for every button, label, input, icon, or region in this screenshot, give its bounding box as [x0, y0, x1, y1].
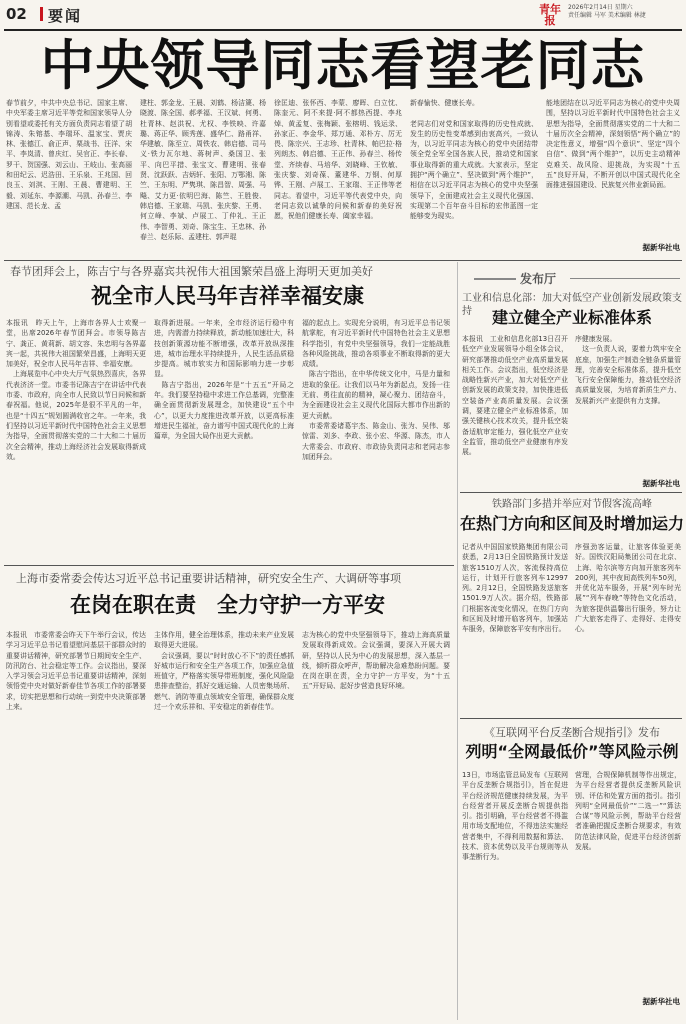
- article-e-column-2: 营理，合规保障机制等作出规定，为平台经营者提供反垄断风险识别、评估和处置方面的指引。指引列明“全网最低价”“二选一”“算法合谋”等风险示例，帮助平台经营者准确把握反垄断合规要求，有效防范法律风险，促进平台经济创新发展。: [575, 771, 681, 852]
- lead-column-2: 建柱、郭金龙、王晨、刘鹤、杨洁篪、杨晓渡、陈全国、郝孝福、王汉斌、何勇、杜青林、赵洪祝、尤权、李铁映、许嘉璐、蒋正华、顾秀莲、盛华仁、路甬祥、华建敏、陈至立、周铁农、韩启德、司马义·铁力瓦尔地、蒋树声、桑国卫、张平、向巴平措、张宝文、曹建明、张春贤、沈跃跃、吉炳轩、张阳、万鄂湘、陈竺、王东明、严隽琪、陈昌智、周强、马飚、艾力更·依明巴海、陈竺、王胜俊、韩启德、王家瑞、马凯、张庆黎、王勇、何立峰、李斌、卢展工、丁仲礼、王正伟、李智勇、刘奇、陈宝生、王忠林、孙春兰、赵乐际、孟建柱、郭声琨: [140, 99, 266, 241]
- fabu-rule-left: [474, 278, 516, 280]
- lead-source: 据新华社电: [642, 243, 680, 252]
- article-a-column-2: 取得新进展。一年来，全市经济运行稳中有进，内需潜力持续释放，新动能加速壮大，科技创新策源功能不断增强，改革开放纵深推进，城市治理水平持续提升，人民生活品质稳步提高。城市软实力和国际影响力进一步彰显。 陈吉宁指出，2026年是“十五五”开局之年。我们要坚持稳中求进工作总基调，完整准确全面贯彻新发展理念，加快建设“五个中心”，以更大力度推进改革开放，以更高标准增进民生福祉，奋力谱写中国式现代化的上海篇章，为全国大局作出更大贡献。: [154, 319, 294, 441]
- article-b-column-2: 主体作用，健全治理体系，推动未来产业发展取得更大进展。 会议强调，要以“时时放心不下”的责任感抓好城市运行和安全生产各项工作，加强应急值班值守，严格落实领导带班制度，强化风险隐患排查整治，抓好交通运输、人员密集场所、燃气、消防等重点领域安全管理，确保群众度过一个欢乐祥和、平安稳定的新春佳节。: [154, 631, 294, 712]
- lead-column-3: 徐匡迪、张怀西、李蒙、廖晖、白立忱、陈奎元、阿不来提·阿不都热西提、李兆焯、黄孟复、张梅颖、张榕明、钱运录、孙家正、李金华、郑万通、邓朴方、厉无畏、陈宗兴、王志珍、杜青林、帕巴拉·格列朗杰、韩启德、王正伟、孙春兰、杨传堂、齐续春、马培华、刘晓峰、王钦敏、张庆黎、刘奇葆、董建华、万钢、何厚铧、王刚、卢展工、王家瑞、王正伟等老同志。看望中，习近平等代表党中央，向老同志致以诚挚的问候和新春的美好祝愿，祝他们健康长寿、阖家幸福。: [274, 99, 402, 221]
- article-a-column-1: 本报讯 昨天上午，上海市各界人士欢聚一堂，出席2026年春节团拜会。市领导陈吉宁、龚正、黄莉新、胡文容、朱忠明与各界嘉宾一起，共祝伟大祖国繁荣昌盛，上海明天更加美好，祝全市人民马年吉祥、幸福安康。 上海展览中心中央大厅气氛热烈喜庆，各界代表济济一堂。市委书记陈吉宁在讲话中代表市委、市政府，向全市人民致以节日问候和新春祝福。他说，2025年是很不平凡的一年，也是“十四五”规划圆满收官之年。一年来，我们坚持以习近平新时代中国特色社会主义思想为指导，全面贯彻落实党的二十大和二十届历次全会精神，推动上海经济社会发展取得新成效。: [6, 319, 146, 461]
- article-d-kicker: 铁路部门多措并举应对节假客流高峰: [492, 499, 652, 510]
- article-c-source: 据新华社电: [642, 479, 680, 488]
- article-b-column-1: 本报讯 市委常委会昨天下午举行会议，传达学习习近平总书记看望慰问基层干部群众时的重要讲话精神，研究部署节日期间安全生产、防汛防台、社会稳定等工作。会议指出，要深入学习领会习近平总书记重要讲话精神，深刻领悟党中央对做好新春佳节各项工作的部署要求，切实把思想和行动统一到党中央决策部署上来。: [6, 631, 146, 712]
- lead-column-1: 春节前夕，中共中央总书记、国家主席、中央军委主席习近平等党和国家领导人分别看望或委托有关方面负责同志看望了胡锦涛、朱镕基、李瑞环、温家宝、贾庆林、张德江、俞正声、栗战书、汪洋、宋平、李岚清、曾庆红、吴官正、李长春、罗干、贺国强、刘云山、王岐山、张高丽和田纪云、迟浩田、王乐泉、王兆国、回良玉、刘淇、王刚、王晨、曹建明、王毅、刘延东、李源潮、马凯、孙春兰、李建国、范长龙、孟: [6, 99, 132, 210]
- page-number: 02: [6, 5, 27, 23]
- article-a-kicker: 春节团拜会上，陈吉宁与各界嘉宾共祝伟大祖国繁荣昌盛上海明天更加美好: [10, 265, 373, 278]
- article-e-column-1: 13日，市场监管总局发布《互联网平台反垄断合规指引》，旨在促进平台经济规范健康持续发展，为平台经营者开展反垄断合规提供指引。指引明确，平台经营者不得滥用市场支配地位，不得违法实施经营者集中，不得利用数据和算法、技术、资本优势以及平台规则等从事垄断行为。: [462, 771, 568, 862]
- section-divider: [40, 7, 43, 21]
- article-d-column-2: 序强劲客运量，让旅客体验更美好。国铁汉阳局集团公司在北京、上海、哈尔滨等方向加开旅客列车200列，其中夜间高铁列车50列，并优化站车服务，开展“列车时光展”“列车春晚”等特色文化活动，为旅客提供温馨出行服务，努力让广大旅客走得了、走得好、走得安心。: [575, 543, 681, 634]
- article-e-title: 列明“全网最低价”等风险示例: [465, 742, 679, 761]
- article-c-column-1: 本报讯 工业和信息化部13日召开低空产业发展领导小组全体会议，研究部署推动低空产业高质量发展相关工作。会议指出，低空经济是战略性新兴产业，加大对低空产业创新发展的政策支持，加快推进低空装备产业高质量发展。会议强调，要建立健全产业标准体系，加强关键核心技术攻关，提升低空装备适航审定能力，强化低空产业安全监管，推动低空产业健康有序发展。: [462, 335, 568, 457]
- lead-headline: 中央领导同志看望老同志: [40, 34, 646, 97]
- article-b-column-3: 志为核心的党中央坚强领导下，推动上海高质量发展取得新成效。会议强调，要深入开展大调研，坚持以人民为中心的发展思想，深入基层一线，倾听群众呼声，帮助解决急难愁盼问题。要在岗在职在责，全力守护一方平安，为“十五五”开好局、起好步营造良好环境。: [302, 631, 450, 691]
- newspaper-logo: 青年报: [539, 3, 561, 27]
- article-c-title: 建立健全产业标准体系: [491, 308, 652, 327]
- section-rule-4: [460, 718, 682, 719]
- article-e-kicker: 《互联网平台反垄断合规指引》发布: [484, 726, 660, 739]
- top-rule: [4, 29, 682, 31]
- publication-info: [568, 4, 683, 20]
- article-e-source: 据新华社电: [642, 997, 680, 1006]
- article-a-column-3: 福的起点上。实现充分说明，有习近平总书记领航掌舵，有习近平新时代中国特色社会主义思想科学指引，有党中央坚强领导，我们一定能战胜各种风险挑战，推动各项事业不断取得新的更大成绩。 陈吉宁指出，在中华传统文化中，马是力量和进取的象征。让我们以马年为新起点，发扬一往无前、勇往直前的精神，凝心聚力、团结奋斗，为全面建设社会主义现代化国际大都市作出新的更大贡献。 市委常委诸葛宇杰、陈金山、张为、吴伟、邬惊雷、刘多、李政、张小宏、华源、陈杰，市人大常委会、市政府、市政协负责同志和老同志参加团拜会。: [302, 319, 450, 461]
- article-c-column-2: 序健康发展。 这一负责人说，要着力筑牢安全底座，加强生产制造全链条质量管理，完善安全标准体系，提升低空飞行安全保障能力，推动低空经济高质量发展，为培育新质生产力、发展新兴产业提供有力支撑。: [575, 335, 681, 405]
- column-divider: [457, 262, 458, 1020]
- article-d-title: 在热门方向和区间及时增加运力: [460, 514, 685, 533]
- fabu-label: 发布厅: [520, 272, 557, 286]
- editor-credits: 责任编辑 马军 美术编辑 林捷: [568, 12, 646, 19]
- lead-column-4: 新春愉快、健康长寿。 老同志们对党和国家取得的历史性成就、发生的历史性变革感到由衷高兴，一致认为，以习近平同志为核心的党中央团结带领全党全军全国各族人民，推动党和国家事业取得新的重大成就。大家表示，坚定拥护“两个确立”、坚决做到“两个维护”，相信在以习近平同志为核心的党中央坚强领导下，全面建成社会主义现代化强国、实现第二个百年奋斗目标的宏伟蓝图一定能够变为现实。: [410, 99, 538, 221]
- article-d-column-1: 记者从中国国家铁路集团有限公司获悉，2月13日全国铁路预计发送旅客1510万人次，客流保持高位运行，计划开行旅客列车12997列。2月12日，全国铁路发送旅客1501.9万人次。据介绍，铁路部门根据客流变化情况，在热门方向和区间及时增开临客列车，加强站车服务，保障旅客平安有序出行。: [462, 543, 568, 634]
- publication-date: 2026年2月14日 星期六: [568, 4, 633, 11]
- section-rule-1: [4, 260, 682, 261]
- lead-column-5: 能地团结在以习近平同志为核心的党中央周围，坚持以习近平新时代中国特色社会主义思想为指导，全面贯彻落实党的二十大和二十届历次全会精神，深刻领悟“两个确立”的决定性意义，增强“四个意识”、坚定“四个自信”、做到“两个维护”，以历史主动精神克难关、战风险、迎挑战，为实现“十五五”良好开局，不断开创以中国式现代化全面推进强国建设、民族复兴伟业新局面。: [546, 99, 680, 190]
- section-name: 要闻: [48, 7, 83, 25]
- article-b-kicker: 上海市委常委会传达习近平总书记重要讲话精神，研究安全生产、大调研等事项: [16, 572, 401, 585]
- article-a-title: 祝全市人民马年吉祥幸福安康: [91, 284, 364, 308]
- article-c-kicker: 工业和信息化部：加大对低空产业创新发展政策支持: [462, 293, 682, 317]
- section-rule-3: [460, 492, 682, 493]
- article-b-title: 在岗在职在责 全力守护一方平安: [70, 593, 385, 617]
- section-rule-2: [4, 565, 454, 566]
- fabu-rule-right: [570, 278, 680, 279]
